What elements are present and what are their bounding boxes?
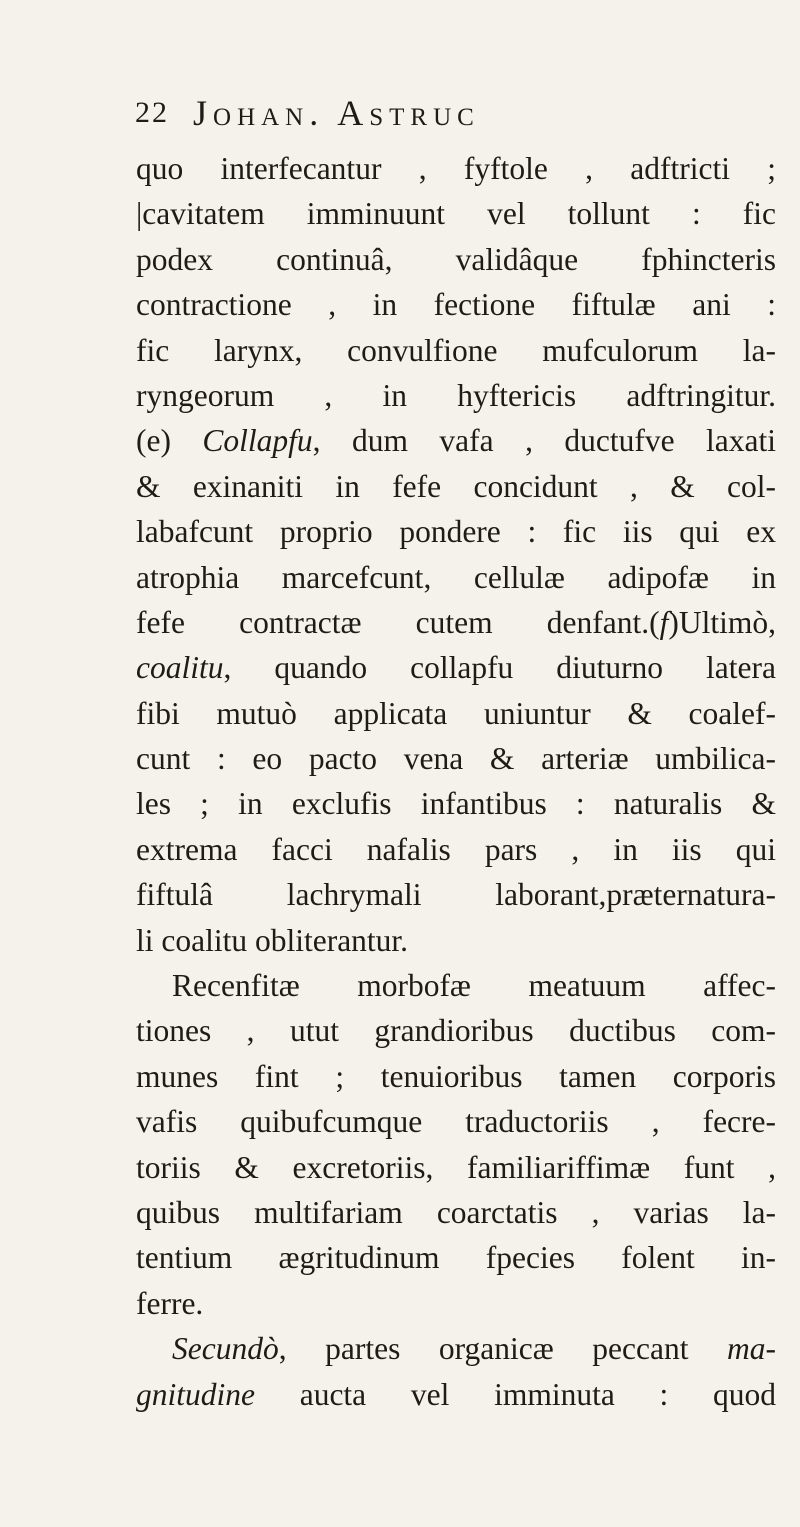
- body-text: [136, 146, 776, 1417]
- text-segment: gnitudine: [136, 1376, 255, 1412]
- text-line: [136, 509, 776, 554]
- text-line: [136, 827, 776, 872]
- text-line: [136, 600, 776, 645]
- text-segment: cunt : eo pacto vena & arteriæ umbilica-: [136, 741, 776, 777]
- text-segment: podex continuâ, validâque fphincteris: [136, 241, 776, 277]
- text-segment: fiftulâ lachrymali laborant,præternatura-: [136, 877, 776, 913]
- text-segment: atrophia marcefcunt, cellulæ adipofæ in: [136, 559, 776, 595]
- text-segment: les ; in exclufis infantibus : naturalis &: [136, 786, 776, 822]
- text-line: [136, 645, 776, 690]
- text-line: [136, 1372, 776, 1417]
- text-segment: , dum vafa , ductufve laxati: [312, 423, 776, 459]
- text-segment: quibus multifariam coarctatis , varias la-: [136, 1194, 776, 1230]
- text-segment: Secundò: [172, 1331, 279, 1367]
- text-line: [136, 1281, 776, 1326]
- text-line: [136, 872, 776, 917]
- text-line: [136, 1326, 776, 1371]
- text-segment: aucta vel imminuta : quod: [255, 1376, 776, 1412]
- text-segment: coalitu: [136, 650, 224, 686]
- text-segment: |cavitatem imminuunt vel tollunt : fic: [136, 196, 776, 232]
- text-line: [136, 191, 776, 236]
- text-segment: vafis quibufcumque traductoriis , fecre-: [136, 1104, 776, 1140]
- text-line: [136, 1008, 776, 1053]
- text-line: [136, 963, 776, 1008]
- text-line: [136, 237, 776, 282]
- text-segment: munes fint ; tenuioribus tamen corporis: [136, 1058, 776, 1094]
- text-line: [136, 282, 776, 327]
- text-segment: ryngeorum , in hyftericis adftringitur.: [136, 377, 776, 413]
- text-line: [136, 1145, 776, 1190]
- text-segment: tentium ægritudinum fpecies folent in-: [136, 1240, 776, 1276]
- text-line: [136, 1190, 776, 1235]
- page-number: 22: [135, 96, 169, 129]
- text-line: [136, 146, 776, 191]
- text-segment: ferre.: [136, 1285, 204, 1321]
- text-segment: , quando collapfu diuturno latera: [223, 650, 776, 686]
- text-line: [136, 918, 776, 963]
- text-line: [136, 1099, 776, 1144]
- text-segment: , partes organicæ peccant: [278, 1331, 727, 1367]
- text-segment: li coalitu obliterantur.: [136, 922, 409, 958]
- text-line: [136, 373, 776, 418]
- text-segment: (e): [136, 423, 203, 459]
- text-segment: labafcunt proprio pondere : fic iis qui ex: [136, 514, 776, 550]
- text-line: [136, 464, 776, 509]
- text-line: [136, 328, 776, 373]
- text-segment: )Ultimò,: [668, 604, 776, 640]
- text-segment: Recenfitæ morbofæ meatuum affec-: [172, 968, 776, 1004]
- text-line: [136, 555, 776, 600]
- page-header: [135, 92, 775, 142]
- text-line: [136, 1235, 776, 1280]
- text-line: [136, 781, 776, 826]
- text-segment: contractione , in fectione fiftulæ ani :: [136, 287, 776, 323]
- text-line: [136, 1054, 776, 1099]
- text-segment: toriis & excretoriis, familiariffimæ funt ,: [136, 1149, 776, 1185]
- text-segment: fibi mutuò applicata uniuntur & coalef-: [136, 695, 776, 731]
- text-line: [136, 736, 776, 781]
- text-segment: quo interfecantur , fyftole , adftricti ;: [136, 151, 776, 186]
- text-segment: fefe contractæ cutem denfant.(: [136, 604, 660, 640]
- text-segment: & exinaniti in fefe concidunt , & col-: [136, 468, 776, 504]
- text-segment: f: [659, 604, 669, 640]
- text-segment: ma-: [727, 1331, 776, 1367]
- text-segment: extrema facci nafalis pars , in iis qui: [136, 831, 776, 867]
- text-line: [136, 691, 776, 736]
- text-segment: Collapfu: [202, 423, 313, 459]
- running-title: Johan. Astruc: [193, 93, 480, 133]
- text-segment: fic larynx, convulfione mufculorum la-: [136, 332, 776, 368]
- text-segment: tiones , utut grandioribus ductibus com-: [136, 1013, 776, 1049]
- text-line: [136, 418, 776, 463]
